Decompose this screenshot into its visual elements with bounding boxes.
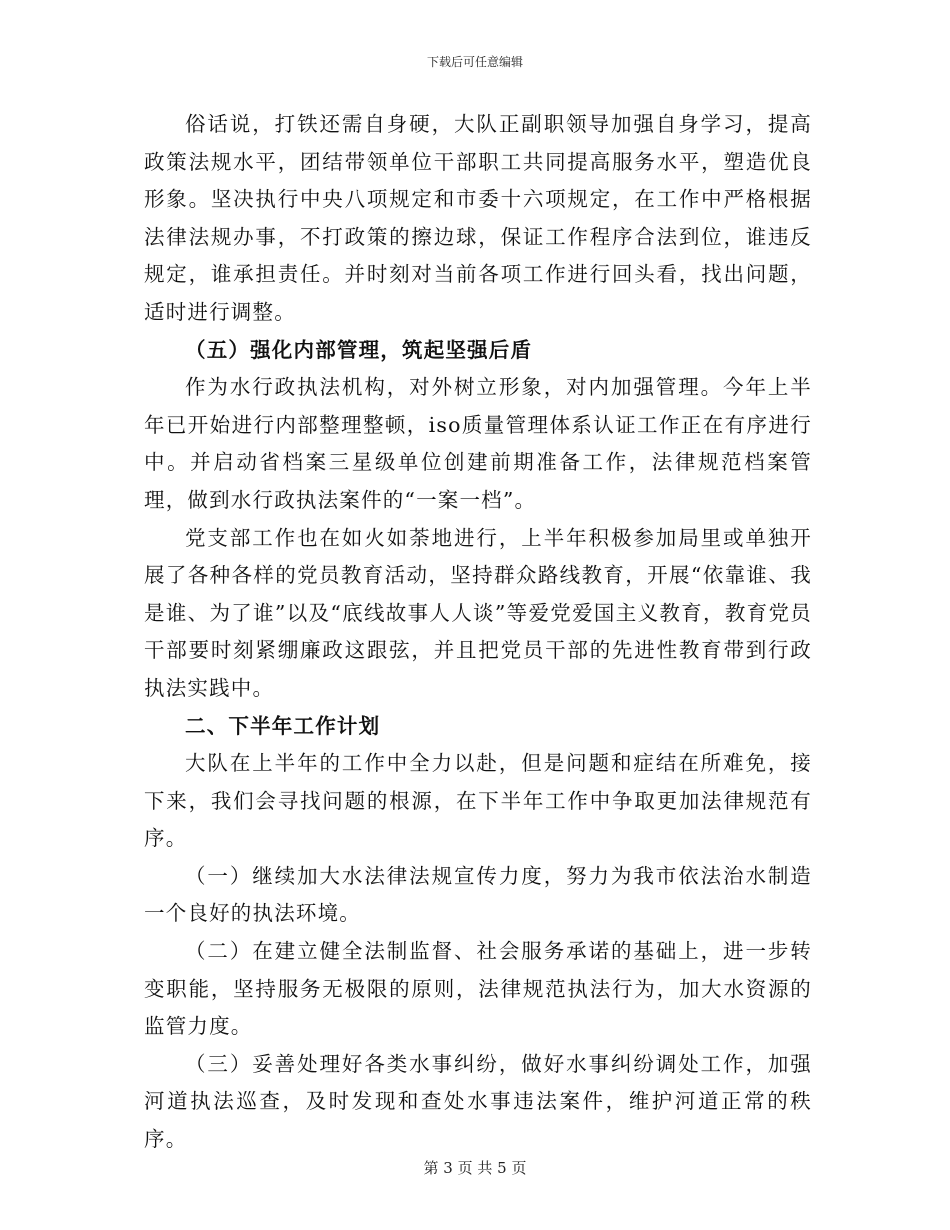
paragraph-self-discipline: 俗话说，打铁还需自身硬，大队正副职领导加强自身学习，提高政策法规水平，团结带领单位干部职工共同提高服务水平，塑造优良形象。坚决执行中央八项规定和市委十六项规定，在工作中严格根据法律法规办事，不打政策的擦边球，保证工作程序合法到位，谁违反规定，谁承担责任。并时刻对当前各项工作进行回头看，找出问题，适时进行调整。 bbox=[144, 112, 812, 324]
paragraph-plan-item-3: （三）妥善处理好各类水事纠纷，做好水事纠纷调处工作，加强河道执法巡查，及时发现和查处水事违法案件，维护河道正常的秩序。 bbox=[144, 1051, 812, 1152]
document-body bbox=[144, 106, 812, 1159]
paragraph-internal-management: 作为水行政执法机构，对外树立形象，对内加强管理。今年上半年已开始进行内部整理整顿，iso质量管理体系认证工作正在有序进行中。并启动省档案三星级单位创建前期准备工作，法律规范档案管理，做到水行政执法案件的“一案一档”。 bbox=[144, 375, 812, 512]
paragraph-party-branch: 党支部工作也在如火如荼地进行，上半年积极参加局里或单独开展了各种各样的党员教育活动，坚持群众路线教育，开展“依靠谁、我是谁、为了谁”以及“底线故事人人谈”等爱党爱国主义教育，教育党员干部要时刻紧绷廉政这跟弦，并且把党员干部的先进性教育带到行政执法实践中。 bbox=[144, 525, 812, 700]
paragraph-plan-intro: 大队在上半年的工作中全力以赴，但是问题和症结在所难免，接下来，我们会寻找问题的根源，在下半年工作中争取更加法律规范有序。 bbox=[144, 751, 812, 851]
page-number: 第 3 页 共 5 页 bbox=[423, 1159, 527, 1177]
section-heading-internal-management: （五）强化内部管理，筑起坚强后盾 bbox=[185, 337, 533, 362]
paragraph-plan-item-2: （二）在建立健全法制监督、社会服务承诺的基础上，进一步转变职能，坚持服务无极限的原则，法律规范执法行为，加大水资源的监管力度。 bbox=[144, 939, 812, 1039]
section-heading-second-half-plan: 二、下半年工作计划 bbox=[185, 713, 381, 738]
header-note: 下载后可任意编辑 bbox=[426, 55, 523, 69]
paragraph-plan-item-1: （一）继续加大水法律法规宣传力度，努力为我市依法治水制造一个良好的执法环境。 bbox=[144, 863, 812, 926]
